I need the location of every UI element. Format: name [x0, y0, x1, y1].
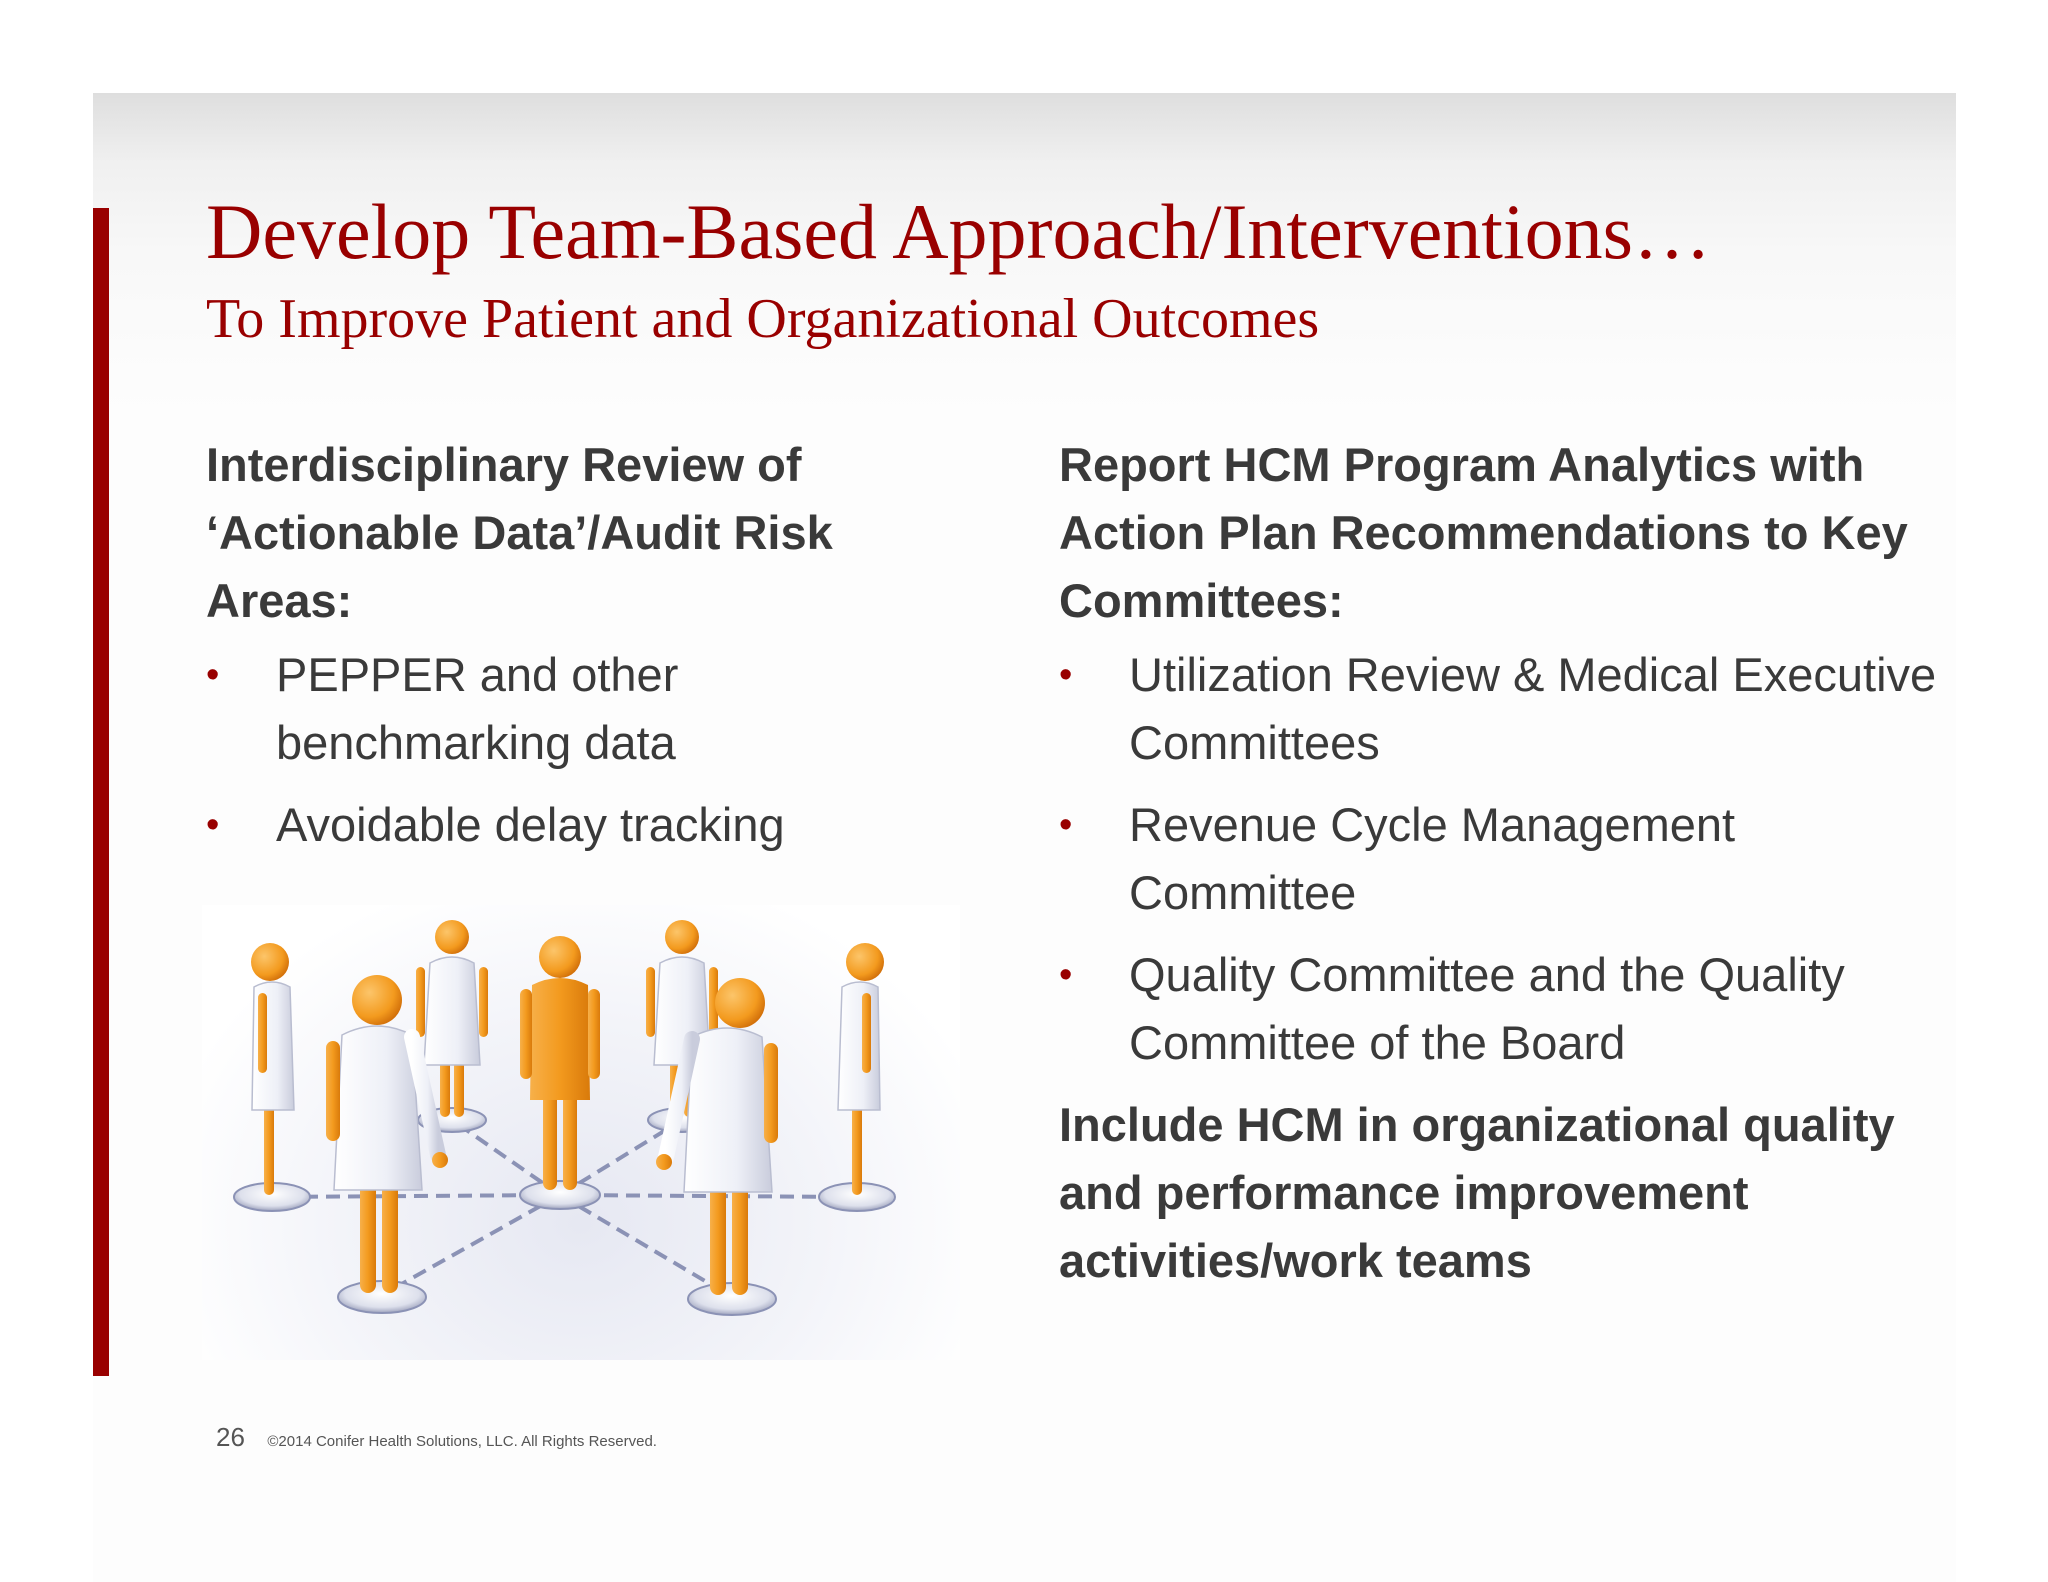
team-network-svg — [202, 905, 960, 1360]
list-item — [1059, 791, 1939, 927]
copyright-notice: ©2014 Conifer Health Solutions, LLC. All Rights Reserved. — [267, 1433, 657, 1450]
bullet-text: Revenue Cycle Management Committee — [1129, 798, 1736, 919]
bullet-text: Avoidable delay tracking — [276, 798, 785, 851]
bullet-dot-icon: • — [206, 654, 220, 696]
bullet-dot-icon: • — [206, 804, 220, 846]
list-item — [206, 791, 986, 859]
closing-statement: Include HCM in organizational quality and performance improvement activities/work teams — [1059, 1098, 1895, 1287]
bullet-dot-icon: • — [1059, 954, 1073, 996]
doctor-figure-left — [251, 943, 294, 1195]
left-bullet-list — [206, 641, 986, 859]
slide-footer — [216, 1422, 657, 1453]
slide-title: Develop Team-Based Approach/Interventions… — [206, 188, 1712, 275]
right-column — [1059, 431, 1939, 1295]
slide-subtitle: To Improve Patient and Organizational Outcomes — [206, 288, 1320, 350]
bullet-text: PEPPER and other benchmarking data — [276, 648, 679, 769]
accent-bar — [93, 208, 109, 1376]
bullet-dot-icon: • — [1059, 804, 1073, 846]
list-item — [1059, 641, 1939, 777]
left-column — [206, 431, 986, 873]
center-person-figure — [520, 936, 600, 1190]
bullet-text: Utilization Review & Medical Executive Committees — [1129, 648, 1937, 769]
list-item — [206, 641, 986, 777]
bullet-text: Quality Committee and the Quality Committee of the Board — [1129, 948, 1845, 1069]
right-heading: Report HCM Program Analytics with Action Plan Recommendations to Key Committees: — [1059, 438, 1908, 627]
list-item — [1059, 941, 1939, 1077]
left-heading: Interdisciplinary Review of ‘Actionable Data’/Audit Risk Areas: — [206, 438, 833, 627]
right-bullet-list — [1059, 641, 1939, 1077]
bullet-dot-icon: • — [1059, 654, 1073, 696]
page-number: 26 — [216, 1422, 245, 1452]
doctor-figure-right — [838, 943, 884, 1195]
team-network-illustration — [202, 905, 960, 1360]
